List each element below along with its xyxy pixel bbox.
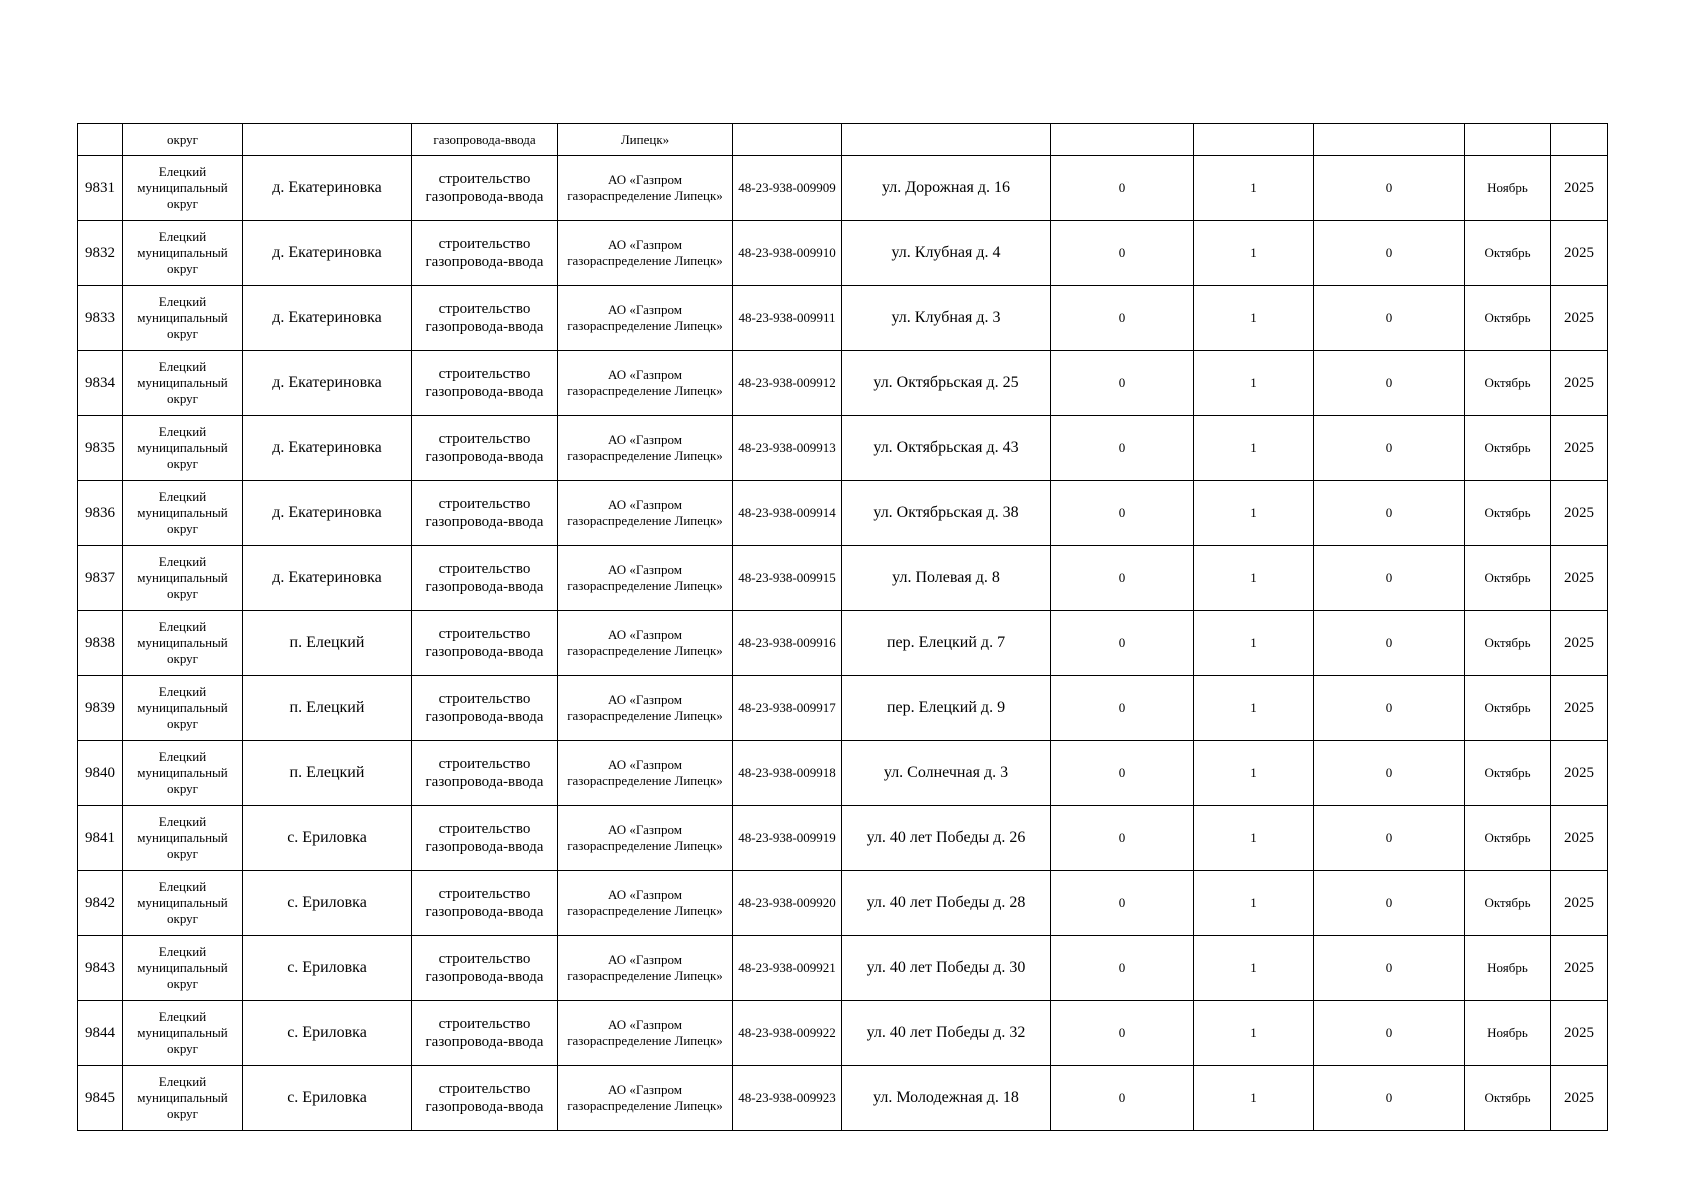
cell-organization: АО «Газпром газораспределение Липецк» (558, 936, 733, 1001)
cell-col9: 0 (1314, 871, 1465, 936)
cell-settlement (243, 124, 412, 156)
table-row (78, 481, 1608, 546)
cell-year: 2025 (1551, 1066, 1608, 1131)
cell-organization: АО «Газпром газораспределение Липецк» (558, 871, 733, 936)
cell-month: Ноябрь (1465, 156, 1551, 221)
cell-year: 2025 (1551, 741, 1608, 806)
cell-work-type: строительство газопровода-ввода (412, 546, 558, 611)
cell-district: Елецкий муниципальный округ (123, 156, 243, 221)
cell-col7: 0 (1051, 546, 1194, 611)
cell-address: ул. Полевая д. 8 (842, 546, 1051, 611)
cell-district: Елецкий муниципальный округ (123, 741, 243, 806)
table-row (78, 676, 1608, 741)
cell-year: 2025 (1551, 416, 1608, 481)
cell-col8: 1 (1194, 936, 1314, 1001)
cell-col8: 1 (1194, 416, 1314, 481)
cell-col8: 1 (1194, 806, 1314, 871)
cell-work-type: строительство газопровода-ввода (412, 156, 558, 221)
cell-settlement: д. Екатериновка (243, 351, 412, 416)
cell-settlement: с. Ериловка (243, 1001, 412, 1066)
cell-year: 2025 (1551, 286, 1608, 351)
cell-col8: 1 (1194, 351, 1314, 416)
table-row (78, 871, 1608, 936)
cell-col8: 1 (1194, 286, 1314, 351)
cell-col8: 1 (1194, 676, 1314, 741)
cell-col7: 0 (1051, 806, 1194, 871)
cell-col9: 0 (1314, 156, 1465, 221)
table-row (78, 1066, 1608, 1131)
cell-work-type: строительство газопровода-ввода (412, 1066, 558, 1131)
cell-work-type: строительство газопровода-ввода (412, 936, 558, 1001)
cell-district: Елецкий муниципальный округ (123, 806, 243, 871)
cell-num: 9835 (78, 416, 123, 481)
cell-organization: АО «Газпром газораспределение Липецк» (558, 1066, 733, 1131)
cell-organization: АО «Газпром газораспределение Липецк» (558, 1001, 733, 1066)
cell-col7: 0 (1051, 676, 1194, 741)
cell-district: Елецкий муниципальный округ (123, 611, 243, 676)
cell-col7: 0 (1051, 481, 1194, 546)
cell-address: ул. Дорожная д. 16 (842, 156, 1051, 221)
cell-col9: 0 (1314, 676, 1465, 741)
cell-cadastral: 48-23-938-009909 (733, 156, 842, 221)
cell-work-type: строительство газопровода-ввода (412, 286, 558, 351)
cell-year (1551, 124, 1608, 156)
cell-col8: 1 (1194, 221, 1314, 286)
cell-col7: 0 (1051, 286, 1194, 351)
table-row (78, 286, 1608, 351)
cell-year: 2025 (1551, 611, 1608, 676)
cell-month: Ноябрь (1465, 1001, 1551, 1066)
cell-organization: АО «Газпром газораспределение Липецк» (558, 286, 733, 351)
table-row (78, 1001, 1608, 1066)
cell-col9: 0 (1314, 936, 1465, 1001)
cell-cadastral: 48-23-938-009910 (733, 221, 842, 286)
cell-district: Елецкий муниципальный округ (123, 936, 243, 1001)
cell-organization: АО «Газпром газораспределение Липецк» (558, 481, 733, 546)
cell-work-type: газопровода-ввода (412, 124, 558, 156)
cell-district: Елецкий муниципальный округ (123, 1001, 243, 1066)
cell-settlement: д. Екатериновка (243, 481, 412, 546)
cell-address: пер. Елецкий д. 7 (842, 611, 1051, 676)
document-page (77, 123, 1607, 1131)
cell-col7: 0 (1051, 1001, 1194, 1066)
cell-col8: 1 (1194, 1066, 1314, 1131)
cell-num: 9839 (78, 676, 123, 741)
cell-settlement: с. Ериловка (243, 806, 412, 871)
cell-month: Октябрь (1465, 741, 1551, 806)
cell-organization: АО «Газпром газораспределение Липецк» (558, 351, 733, 416)
cell-col7: 0 (1051, 741, 1194, 806)
cell-month: Октябрь (1465, 806, 1551, 871)
cell-cadastral: 48-23-938-009923 (733, 1066, 842, 1131)
cell-district: Елецкий муниципальный округ (123, 481, 243, 546)
cell-num: 9838 (78, 611, 123, 676)
cell-col7: 0 (1051, 156, 1194, 221)
cell-num (78, 124, 123, 156)
cell-month: Октябрь (1465, 676, 1551, 741)
cell-num: 9833 (78, 286, 123, 351)
cell-organization: АО «Газпром газораспределение Липецк» (558, 156, 733, 221)
cell-col8 (1194, 124, 1314, 156)
table-row (78, 546, 1608, 611)
cell-col8: 1 (1194, 741, 1314, 806)
cell-month: Октябрь (1465, 546, 1551, 611)
cell-district: округ (123, 124, 243, 156)
cell-address: ул. 40 лет Победы д. 32 (842, 1001, 1051, 1066)
cell-work-type: строительство газопровода-ввода (412, 611, 558, 676)
cell-col7: 0 (1051, 936, 1194, 1001)
cell-col8: 1 (1194, 481, 1314, 546)
cell-address: ул. Молодежная д. 18 (842, 1066, 1051, 1131)
table-row (78, 221, 1608, 286)
cell-address (842, 124, 1051, 156)
cell-col8: 1 (1194, 546, 1314, 611)
cell-col9: 0 (1314, 286, 1465, 351)
cell-col9: 0 (1314, 741, 1465, 806)
cell-settlement: д. Екатериновка (243, 221, 412, 286)
cell-month: Октябрь (1465, 481, 1551, 546)
cell-num: 9845 (78, 1066, 123, 1131)
cell-district: Елецкий муниципальный округ (123, 286, 243, 351)
cell-settlement: п. Елецкий (243, 676, 412, 741)
cell-cadastral: 48-23-938-009921 (733, 936, 842, 1001)
cell-organization: АО «Газпром газораспределение Липецк» (558, 546, 733, 611)
cell-year: 2025 (1551, 221, 1608, 286)
table-row (78, 806, 1608, 871)
table-row (78, 611, 1608, 676)
cell-address: ул. 40 лет Победы д. 30 (842, 936, 1051, 1001)
cell-address: ул. Солнечная д. 3 (842, 741, 1051, 806)
cell-col7: 0 (1051, 1066, 1194, 1131)
cell-cadastral: 48-23-938-009919 (733, 806, 842, 871)
cell-col8: 1 (1194, 156, 1314, 221)
cell-cadastral: 48-23-938-009916 (733, 611, 842, 676)
table-row (78, 416, 1608, 481)
cell-num: 9841 (78, 806, 123, 871)
cell-work-type: строительство газопровода-ввода (412, 871, 558, 936)
cell-col9: 0 (1314, 481, 1465, 546)
cell-month: Октябрь (1465, 221, 1551, 286)
cell-year: 2025 (1551, 871, 1608, 936)
cell-month: Ноябрь (1465, 936, 1551, 1001)
cell-year: 2025 (1551, 351, 1608, 416)
cell-num: 9831 (78, 156, 123, 221)
cell-organization: АО «Газпром газораспределение Липецк» (558, 611, 733, 676)
cell-num: 9843 (78, 936, 123, 1001)
cell-cadastral: 48-23-938-009913 (733, 416, 842, 481)
cell-col9: 0 (1314, 611, 1465, 676)
cell-cadastral (733, 124, 842, 156)
cell-district: Елецкий муниципальный округ (123, 1066, 243, 1131)
cell-district: Елецкий муниципальный округ (123, 416, 243, 481)
cell-organization: АО «Газпром газораспределение Липецк» (558, 221, 733, 286)
cell-settlement: с. Ериловка (243, 936, 412, 1001)
table-row (78, 741, 1608, 806)
cell-settlement: п. Елецкий (243, 741, 412, 806)
cell-year: 2025 (1551, 156, 1608, 221)
cell-num: 9837 (78, 546, 123, 611)
cell-work-type: строительство газопровода-ввода (412, 416, 558, 481)
cell-col7 (1051, 124, 1194, 156)
cell-year: 2025 (1551, 676, 1608, 741)
cell-settlement: д. Екатериновка (243, 416, 412, 481)
cell-col7: 0 (1051, 416, 1194, 481)
cell-work-type: строительство газопровода-ввода (412, 741, 558, 806)
cell-col7: 0 (1051, 221, 1194, 286)
cell-col9: 0 (1314, 806, 1465, 871)
cell-col7: 0 (1051, 611, 1194, 676)
cell-month: Октябрь (1465, 416, 1551, 481)
cell-col9: 0 (1314, 1001, 1465, 1066)
cell-year: 2025 (1551, 806, 1608, 871)
cell-month: Октябрь (1465, 286, 1551, 351)
cell-year: 2025 (1551, 936, 1608, 1001)
cell-num: 9840 (78, 741, 123, 806)
cell-month: Октябрь (1465, 1066, 1551, 1131)
cell-col8: 1 (1194, 871, 1314, 936)
cell-settlement: д. Екатериновка (243, 286, 412, 351)
cell-num: 9834 (78, 351, 123, 416)
cell-district: Елецкий муниципальный округ (123, 871, 243, 936)
cell-address: ул. Клубная д. 4 (842, 221, 1051, 286)
cell-work-type: строительство газопровода-ввода (412, 221, 558, 286)
cell-address: ул. Октябрьская д. 43 (842, 416, 1051, 481)
cell-num: 9836 (78, 481, 123, 546)
cell-year: 2025 (1551, 481, 1608, 546)
cell-col7: 0 (1051, 871, 1194, 936)
cell-num: 9832 (78, 221, 123, 286)
cell-cadastral: 48-23-938-009911 (733, 286, 842, 351)
table-row (78, 936, 1608, 1001)
cell-cadastral: 48-23-938-009915 (733, 546, 842, 611)
cell-settlement: д. Екатериновка (243, 546, 412, 611)
cell-month: Октябрь (1465, 871, 1551, 936)
cell-col9: 0 (1314, 1066, 1465, 1131)
table-row (78, 156, 1608, 221)
cell-work-type: строительство газопровода-ввода (412, 676, 558, 741)
cell-settlement: д. Екатериновка (243, 156, 412, 221)
cell-settlement: с. Ериловка (243, 871, 412, 936)
cell-district: Елецкий муниципальный округ (123, 351, 243, 416)
cell-month: Октябрь (1465, 351, 1551, 416)
cell-cadastral: 48-23-938-009918 (733, 741, 842, 806)
cell-work-type: строительство газопровода-ввода (412, 351, 558, 416)
cell-col9: 0 (1314, 221, 1465, 286)
cell-address: ул. 40 лет Победы д. 26 (842, 806, 1051, 871)
cell-month (1465, 124, 1551, 156)
cell-address: ул. 40 лет Победы д. 28 (842, 871, 1051, 936)
cell-cadastral: 48-23-938-009914 (733, 481, 842, 546)
cell-month: Октябрь (1465, 611, 1551, 676)
cell-col9: 0 (1314, 546, 1465, 611)
cell-col7: 0 (1051, 351, 1194, 416)
cell-address: ул. Клубная д. 3 (842, 286, 1051, 351)
table-row (78, 351, 1608, 416)
cell-settlement: п. Елецкий (243, 611, 412, 676)
cell-cadastral: 48-23-938-009920 (733, 871, 842, 936)
gas-connection-table (77, 123, 1608, 1131)
cell-address: пер. Елецкий д. 9 (842, 676, 1051, 741)
cell-year: 2025 (1551, 546, 1608, 611)
cell-district: Елецкий муниципальный округ (123, 221, 243, 286)
cell-district: Елецкий муниципальный округ (123, 546, 243, 611)
cell-work-type: строительство газопровода-ввода (412, 1001, 558, 1066)
cell-num: 9844 (78, 1001, 123, 1066)
cell-address: ул. Октябрьская д. 25 (842, 351, 1051, 416)
cell-organization: АО «Газпром газораспределение Липецк» (558, 741, 733, 806)
cell-col8: 1 (1194, 611, 1314, 676)
cell-organization: Липецк» (558, 124, 733, 156)
cell-organization: АО «Газпром газораспределение Липецк» (558, 806, 733, 871)
cell-organization: АО «Газпром газораспределение Липецк» (558, 676, 733, 741)
cell-district: Елецкий муниципальный округ (123, 676, 243, 741)
cell-col9 (1314, 124, 1465, 156)
cell-organization: АО «Газпром газораспределение Липецк» (558, 416, 733, 481)
cell-address: ул. Октябрьская д. 38 (842, 481, 1051, 546)
cell-work-type: строительство газопровода-ввода (412, 806, 558, 871)
cell-cadastral: 48-23-938-009917 (733, 676, 842, 741)
continuation-row (78, 124, 1608, 156)
cell-cadastral: 48-23-938-009922 (733, 1001, 842, 1066)
cell-col8: 1 (1194, 1001, 1314, 1066)
cell-work-type: строительство газопровода-ввода (412, 481, 558, 546)
cell-col9: 0 (1314, 351, 1465, 416)
cell-settlement: с. Ериловка (243, 1066, 412, 1131)
cell-col9: 0 (1314, 416, 1465, 481)
cell-cadastral: 48-23-938-009912 (733, 351, 842, 416)
cell-num: 9842 (78, 871, 123, 936)
cell-year: 2025 (1551, 1001, 1608, 1066)
